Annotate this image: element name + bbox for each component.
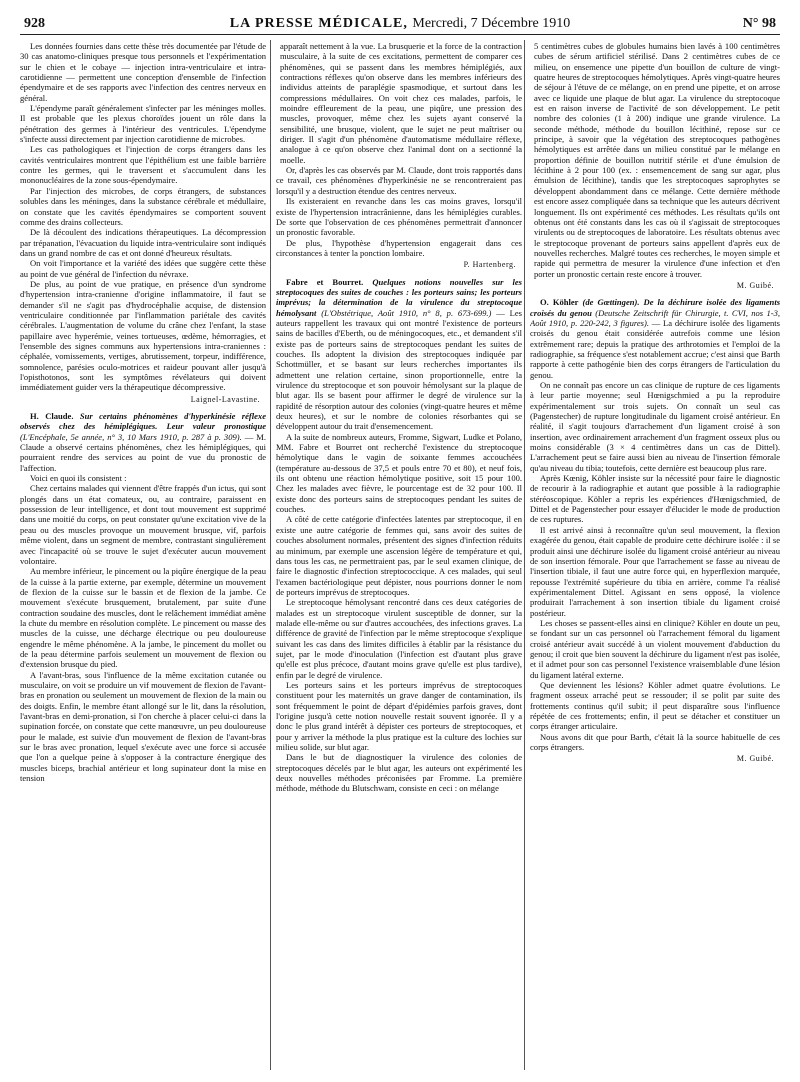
author-signature: M. Guibé. — [736, 280, 774, 290]
paragraph: De plus, au point de vue pratique, en présence d'un syndrome d'hypertension intra-cranienne d'origine inflammatoire, il faut se demander s'il ne s'agit pas d'hydrocéphalie acquise, de distension ventriculaire conditionnée par l'inflammation pariétale des cavités cérébrales. L'augmentation de volume du crâne chez l'enfant, la stase papillaire avec hyperémie, veines tortueuses, œdème, hémorragies, et l'ensemble des signes communs aux hypertensions intra-craniennes : céphalée, vomissements, vertiges, abrutissement, torpeur, indifférence, somnolence, parésies oculo-motrices et raideur pouvant aller jusqu'à l'opisthotonos, sont les symptômes révélateurs qui doivent immédiatement guider vers la thérapeutique décompressive. — [20, 278, 266, 393]
review-lead — [20, 411, 266, 473]
author-signature: Laignel-Lavastine. — [190, 394, 260, 404]
author-signature: P. Hartenberg. — [463, 260, 516, 270]
paragraph: Voici en quoi ils consistent : — [30, 473, 127, 484]
review-intro: — Les auteurs rappellent les travaux qui ont montré l'existence de porteurs sains de bacilles d'Eberth, ou de méningocoques, etc., et demandent s'il existe pas de porteurs sains de streptocoques pendant les suites de couches. Ils adoptent la division des streptocoques indiquée par Schottmüller, et se basant sur leurs recherches importantes ils admettent une relation certaine, sinon proportionnelle, entre la virulence du streptocoque et son pouvoir hémolysant sur la plaque de blut agar. Ils se basent pour affirmer le degré de virulence sur la rapidité de résorption autour des colonies (vingt-quatre heures et même deux heures), et sur le nombre de colonies résorbantes qui se développent autour du trait d'ensemencement. — [276, 307, 522, 432]
paragraph: Nous avons dit que pour Barth, c'était là la source habituelle de ces corps étrangers. — [530, 731, 780, 753]
paragraph: L'épendyme paraît généralement s'infecter par les méninges molles. Il est probable que les plexus choroïdes jouent un rôle dans la pénétration des germes à l'intérieur des ventricules. L'épendyme s'infecte aussi directement par injection carotidienne de microbes. — [20, 103, 266, 145]
paragraph: Au membre inférieur, le pincement ou la piqûre énergique de la peau de la cuisse à la partie externe, par exemple, détermine un mouvement de flexion de la cuisse sur le bassin et de flexion de la jambe. Ce mouvement s'exécute brusquement, brutalement, par suite d'une contraction soudaine des muscles, dont le relâchement immédiat amène la chute du membre en résolution complète. Le pincement ou masse des muscles de la cuisse, une décharge électrique ou peu douloureuse engendre le même phénomène. A la jambe, le pincement du mollet ou de la peau détermine parfois seulement un mouvement de flexion ou d'extension brusque du pied. — [20, 566, 266, 670]
review-title: (de Gœttingen). De la déchirure isolée des ligaments croisés du genou — [530, 297, 780, 318]
paragraph: A la suite de nombreux auteurs, Fromme, Sigwart, Ludke et Polano, MM. Fabre et Bourret ont recherché l'existence du streptocoque hémolytique dans le vagin de soixante femmes accouchées (température au-dessous de 37,5 et pouls entre 70 et 80), et neuf fois, ils ont obtenu une réaction hémolytique positive, soit 15 pour 100. Chez les malades avec fièvre, le pourcentage est de 32 pour 100. Il existe donc des porteurs sains de streptocoques pendant les suites de couches. — [276, 431, 522, 515]
paragraph: Chez certains malades qui viennent d'être frappés d'un ictus, qui sont plongés dans un état comateux, ou, au contraire, paraissent en possession de leur intelligence, et dont tout mouvement est supprimé dans une moitié du corps, on peut constater qu'une excitation vive de la peau ou des muscles provoque un mouvement brusque, vif, parfois même violent, dans un segment de membre, contrastant singulièrement avec l'incapacité où se trouve le sujet d'exécuter aucun mouvement volontaire. — [20, 483, 266, 566]
column-divider — [524, 40, 525, 1070]
review-title: Sur certains phénomènes d'hyperkinésie réflexe observés chez des hémiplégiques. Leur valeur pronostique — [20, 411, 266, 432]
paragraph: Les porteurs sains et les porteurs imprévus de streptocoques constituent pour les maternités un grave danger de contamination, ils sont fréquemment le point de départ d'épidémies parfois graves, dont l'origine jusqu'à cette notion nouvelle restait souvent ignorée. Il y a donc le plus grand intérêt à dépister ces porteurs de streptocoques, et pour y arriver la méthode la plus pratique est la culture des lochies sur milieu solide, sur blut agar. — [276, 679, 522, 753]
paragraph: 5 centimètres cubes de globules humains bien lavés à 100 centimètres cubes de sérum artificiel stérilisé. Dans 2 centimètres cubes de ce milieu, on ensemence une pipette d'un bouillon de culture de vingt-quatre heures de streptocoques hémolytiques. Après vingt-quatre heures de séjour à l'étuve de ce mélange, on en prend une pipette, et on arrose avec ce liquide une plaque de blut agar. La virulence du streptocoque est en raison inverse de l'activité de son développement. Le petit nombre des colonies (1 à 200) indique une grande virulence. La seconde méthode, méthode du bouillon lécithiné, repose sur ce principe, à savoir que la végétation des streptocoques pathogènes hémolytiques est arrêtée dans un milieu constitué par le mélange en proportion définie de bouillon nutritif stérile et d'une émulsion de lécithine à 2 pour 100 (ex. : ensemencement de sang sur agar, plus émulsion de lécithine), tandis que les streptocoques saprophytes se développent abondamment dans ce mélange. Cette dernière méthode est encore assez compliquée dans sa technique que les auteurs décrivent longuement. Ils ont expérimenté ces méthodes. Les résultats qu'ils ont obtenus ont été constants dans les cas où il s'agissait de streptocoques virulents ou de streptocoques de laboratoire. Les résultats obtenus avec le streptocoque provenant de porteurs sains appellent d'après eux de nouvelles recherches. Malgré toutes ces recherches, le moyen simple et rapide qui permettra de mesurer la virulence d'une infection et d'en porter un pronostic certain reste encore à trouver. — [534, 41, 780, 279]
page-header — [20, 14, 780, 35]
paragraph: Le streptocoque hémolysant rencontré dans ces deux catégories de malades est un streptocoque virulent susceptible de donner, sur la malade elle-même ou sur d'autres accouchées, des infections graves. La différence de gravité de l'infection par le même streptocoque s'explique suivant les cas dans des limites difficiles à établir par la résistance du sujet, par le mode d'inoculation (l'infection est d'autant plus grave qu'elle est plus précoce, d'autant moins grave qu'elle est plus tardive), enfin par le degré de virulence. — [276, 597, 522, 680]
paragraph: Par l'injection des microbes, de corps étrangers, de substances solubles dans les méninges, dans la substance cérébrale et médullaire, on constate que les cavités épendymaires se comportent souvent comme des drains collecteurs. — [20, 185, 266, 227]
paragraph: De là découlent des indications thérapeutiques. La décompression par trépanation, l'évacuation du liquide intra-ventriculaire sont indiqués dans un grand nombre de cas et ont donné d'heureux résultats. — [20, 227, 266, 258]
paragraph: Il est arrivé ainsi à reconnaître qu'un seul mouvement, la flexion exagérée du genou, était capable de produire cette déchirure isolée : il se produit ainsi une déchirure isolée du ligament croisé antérieur au niveau de son insertion fémorale. Pour que l'arrachement se fasse au niveau de l'insertion tibiale, il faut une autre force qui, en hyperflexion marquée, repousse l'extrémité supérieure du tibia en arrière, comme l'a réalisé expérimentalement Dittel. Agissant en sens opposé, la violence produirait l'arrachement à son insertion tibiale du ligament croisé postérieur. — [530, 524, 780, 618]
paragraph: A côté de cette catégorie d'infectées latentes par streptocoque, il en existe une autre catégorie de femmes qui, sans avoir des suites de couches absolument normales, présentent des signes d'infection réduits au minimum, par exemple une ascension légère de température et qui, dans tous les cas, ne permettraient pas, par le seul examen clinique, de faire le diagnostic d'infection streptococcique. A ces malades, qui seul l'examen bactériologique peut dépister, nous pourrions donner le nom de porteurs imprévus de streptocoques. — [276, 514, 522, 597]
review-lead — [530, 297, 780, 380]
author-signature: M. Guibé. — [736, 754, 774, 764]
paragraph: Ils existeraient en revanche dans les cas moins graves, lorsqu'il existe de l'hypertension intracrânienne, dans les hémiplégies curables. De sorte que l'observation de ces phénomènes permettrait d'annoncer un pronostic favorable. — [276, 196, 522, 238]
paragraph: On ne connaît pas encore un cas clinique de rupture de ces ligaments à leur partie moyenne; seul Hœnigschmied a pu la reproduire expérimentalement sur trois sujets. On connaît un seul cas (Pagenstecher) de rupture longitudinale du ligament croisé antérieur. En réalité, il s'agit toujours d'arrachement d'un ligament croisé à son insertion, avec ordinairement arrachement d'un fragment osseux plus ou moins considérable (3 × 4 centimètres dans un cas de Dittel). L'arrachement peut se faire aussi bien au niveau de l'insertion fémorale qu'au niveau du tibia; toutefois, cette dernière est beaucoup plus rare. — [530, 380, 780, 473]
paragraph: Les cas pathologiques et l'injection de corps étrangers dans les cavités ventriculaires montrent que l'épithélium est une faible barrière contre les germes, qui le traversent et s'accumulent dans les mononucléaires de la zone sous-épendymaire. — [20, 144, 266, 186]
review-author: Fabre et Bourret. — [286, 276, 364, 287]
paragraph: De plus, l'hypothèse d'hypertension engagerait dans ces circonstances à tenter la ponction lombaire. — [276, 237, 522, 258]
column-2 — [276, 41, 522, 1071]
paragraph: Que deviennent les lésions? Köhler admet quatre évolutions. Le fragment osseux arraché peut se ressouder; il se polit par suite des frottements continus qu'il subit; il peut disparaître sous l'influence répétée de ces frottements; enfin, il peut se détacher et constituer un corps étranger articulaire. — [530, 679, 780, 732]
paragraph: A l'avant-bras, sous l'influence de la même excitation cutanée ou musculaire, on voit se produire un vif mouvement de flexion de l'avant-bras en pronation ou seulement un mouvement de flexion de la main ou des doigts. Enfin, le membre étant allongé sur le lit, dans la résolution, l'avant-bras en demi-pronation, si l'on cherche à placer celui-ci dans la supination forcée, on constate que cette manœuvre, un peu douloureuse pour le malade, est suivie d'un mouvement de flexion de l'avant-bras sur le bras avec pronation, lequel s'exécute avec une force si accusée que l'on a quelque peine à s'opposer à la contracture énergique des muscles biceps, brachial antérieur et long supinateur dont la mise en tension — [20, 669, 266, 784]
paragraph: Les choses se passent-elles ainsi en clinique? Köhler en doute un peu, se fondant sur un cas personnel où l'arrachement fémoral du ligament croisé antérieur avait succédé à un violent mouvement d'abduction du genou; il croit que bien souvent la déchirure du ligament n'est pas isolée, et il admet pour son cas personnel l'existence vraisemblable d'une lésion du ligament latéral externe. — [530, 617, 780, 680]
review-source: (L'Obstétrique, Août 1910, n° 8, p. 673-699.) — [321, 307, 492, 318]
review-lead — [276, 277, 522, 432]
column-1 — [20, 41, 266, 1071]
journal-title: LA PRESSE MÉDICALE, — [229, 16, 408, 31]
issue-date: Mercredi, 7 Décembre 1910 — [412, 16, 571, 31]
review-author: O. Köhler — [540, 297, 579, 308]
review-author: H. Claude. — [30, 411, 74, 422]
review-intro: — M. Claude a observé certains phénomènes, chez les hémiplégiques, qui pourraient rendre des services au point de vue du pronostic de l'affection. — [20, 431, 266, 473]
paragraph: Après Kœnig, Köhler insiste sur la nécessité pour faire le diagnostic de recourir à la radiographie et autant que possible à la radiographie stéréoscopique. Köhler a repris les expériences d'Hœnigschmied, de Dittel et de Pagenstecher pour essayer d'élucider le mode de production de ces ruptures. — [530, 473, 780, 525]
journal-title-line — [20, 16, 780, 32]
paragraph: Dans le but de diagnostiquer la virulence des colonies de streptocoques décelés par le blut agar, les auteurs ont expérimenté les deux nouvelles méthodes préconisées par Fromme. La première méthode, méthode du Blutschwam, consiste en ceci : on mélange — [276, 752, 522, 794]
column-3 — [530, 41, 780, 1071]
issue-number: N° 98 — [742, 16, 776, 31]
page-number: 928 — [24, 16, 45, 31]
paragraph: On voit l'importance et la variété des idées que suggère cette thèse au point de vue général de l'infection du névraxe. — [20, 258, 266, 279]
review-title: Quelques notions nouvelles sur les streptocoques des suites de couches : les porteurs sains; les porteurs imprévus; la détermination de la virulence du streptocoque hémolysant — [276, 276, 522, 318]
review-source: (L'Encéphale, 5e année, n° 3, 10 Mars 1910, p. 287 à p. 309). — [20, 431, 242, 442]
review-intro: — La déchirure isolée des ligaments croisés du genou était considérée autrefois comme une lésion extrêmement rare; depuis la pratique des arthrotomies et l'emploi de la radiographie, sa fréquence s'est notablement accrue; c'est ainsi que Barth rapporte à cette pathogénie bien des corps étrangers de l'articulation du genou. — [530, 317, 780, 380]
paragraph: Les données fournies dans cette thèse très documentée par l'étude de 30 cas anatomo-cliniques presque tous personnels et l'expérimentation sur le chien et le cobaye — injection intra-ventriculaire et intra-carotidienne — permettent une conception d'ensemble de l'infection épendymaire et de ses rapports avec l'infection des centres nerveux en général. — [20, 41, 266, 103]
review-source: (Deutsche Zeitschrift für Chirurgie, t. CVI, nos 1-3, Août 1910, p. 220-242, 3 figures). — [530, 307, 780, 328]
paragraph: apparaît nettement à la vue. La brusquerie et la force de la contraction musculaire, à la suite de ces excitations, permettent de comparer ces phénomènes, qui se passent dans les membres hémiplégiés, aux contractions réflexes qu'on observe dans les membres inférieurs des individus atteints de paraplégie spasmodique, et surtout dans les compressions médullaires. On voit chez ces malades, parfois, le moindre effleurement de la peau, une piqûre, une pression des muscles, provoquer, même chez les sujets ayant conservé la sensibilité, une brusque, violent, que le sujet ne peut maîtriser ou diriger. Il s'agit d'un phénomène d'automatisme médullaire réflexe, analogue à ce qu'on observe chez l'animal dont on a sectionné la moelle. — [280, 41, 522, 165]
column-divider — [270, 40, 271, 1070]
paragraph: Or, d'après les cas observés par M. Claude, dont trois rapportés dans ce travail, ces phénomènes d'hyperkinésie ne se rencontreraient pas lorsqu'il y a destruction étendue des centres nerveux. — [276, 165, 522, 196]
